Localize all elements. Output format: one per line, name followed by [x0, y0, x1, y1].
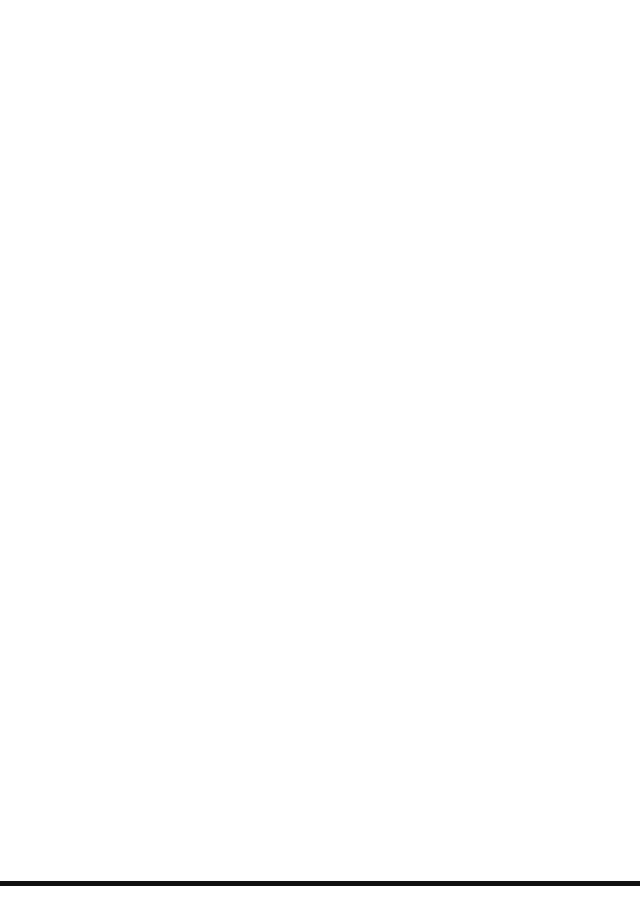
scan-edge	[0, 881, 640, 886]
